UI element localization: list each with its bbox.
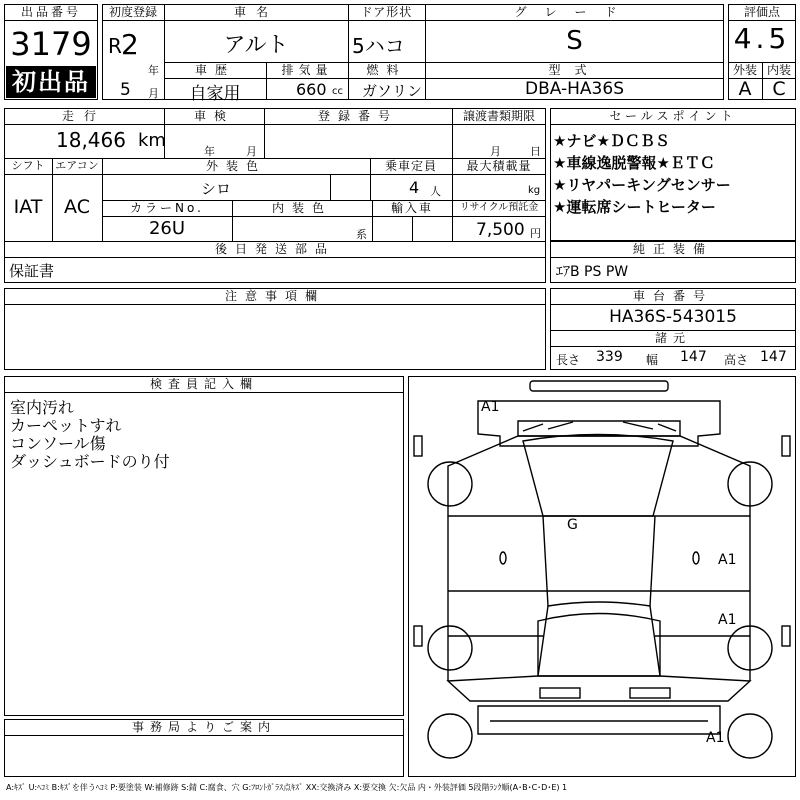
width-value: 147 [680, 349, 707, 365]
transfer-header: 譲渡書類期限 [462, 109, 535, 123]
registration-year-unit: 年 [148, 64, 159, 77]
sales-point-2: ★車線逸脱警報★ＥＴＣ [553, 154, 715, 172]
sales-point-3: ★リヤパーキングセンサー [553, 176, 731, 194]
fuel-value: ガソリン [362, 82, 423, 100]
recycle-value: 7,500 [476, 220, 525, 240]
diagram-mark-right-front: A1 [718, 552, 737, 568]
shift-header: シフト [11, 159, 45, 172]
history-header: 車歴 [194, 63, 235, 77]
inspection-header: 車検 [193, 109, 234, 123]
interior-rating-header: 内装 [766, 63, 791, 77]
model-header: 型式 [548, 63, 601, 77]
color-no-header: カラーNo. [130, 201, 204, 215]
registration-month: 5 [120, 80, 131, 100]
model-value: DBA-HA36S [525, 79, 624, 99]
rating-header: 評価点 [743, 5, 780, 19]
height-label: 高さ [724, 353, 749, 367]
notes-header: 注意事項欄 [224, 289, 325, 303]
interior-color-unit: 系 [356, 228, 367, 241]
exterior-color-value: シロ [200, 180, 231, 198]
grade-header: グレード [514, 5, 635, 19]
recycle-unit: 円 [530, 227, 541, 240]
seats-header: 乗車定員 [384, 159, 437, 173]
recycle-header: リサイクル預託金 [459, 202, 539, 213]
diagram-mark-roof: G [567, 517, 578, 533]
load-header: 最大積載量 [466, 159, 532, 173]
inspector-note-1: 室内汚れ [10, 398, 75, 417]
transfer-day-unit: 日 [530, 145, 541, 158]
legend-text: A:ｷｽﾞ U:ﾍｺﾐ B:ｷｽﾞを伴うﾍｺﾐ P:要塗装 W:補修跡 S:錆 C:腐食、穴 G:ﾌﾛﾝﾄｶﾞﾗｽ点ｷｽﾞ XX:交換済み X:要交換 欠:欠品 内・外装評価 5段階ﾗﾝｸ順(A･B･C･D･E) 1 [6, 783, 568, 792]
lot-header: 出品番号 [20, 5, 81, 19]
registration-year: 2 [121, 28, 139, 61]
genuine-header: 純正装備 [632, 242, 713, 256]
seats-value: 4 [409, 178, 420, 197]
exterior-rating: A [738, 78, 752, 100]
genuine-value: ｴｱB PS PW [556, 264, 629, 280]
mileage-header: 走行 [61, 109, 106, 123]
height-value: 147 [760, 349, 787, 365]
displacement-value: 660 [296, 80, 327, 99]
chassis-header: 車台番号 [632, 289, 713, 303]
import-header: 輸入車 [390, 201, 433, 215]
inspector-note-3: コンソール傷 [10, 434, 106, 453]
chassis-number: HA36S-543015 [609, 307, 737, 327]
sales-point-4: ★運転席シートヒーター [553, 198, 716, 216]
mileage-unit: km [138, 130, 166, 151]
aircon-header: エアコン [55, 159, 99, 172]
inspection-year-unit: 年 [204, 145, 215, 158]
car-outline [408, 376, 796, 777]
mileage-value: 18,466 [56, 128, 126, 152]
displacement-header: 排気量 [281, 63, 333, 77]
later-parts-header: 後日発送部品 [214, 242, 335, 256]
doors-value: 5ハコ [352, 34, 405, 58]
inspector-note-2: カーペットすれ [10, 416, 122, 435]
registration-month-unit: 月 [148, 87, 159, 100]
history-value: 自家用 [189, 84, 241, 104]
registration-era: R [108, 34, 122, 58]
exterior-rating-header: 外装 [732, 63, 757, 77]
reg-number-header: 登録番号 [317, 109, 398, 123]
diagram-mark-front: A1 [481, 399, 500, 415]
length-value: 339 [596, 349, 623, 365]
fuel-header: 燃料 [366, 63, 407, 77]
interior-rating: C [772, 78, 786, 100]
rating-score: 4.5 [733, 22, 791, 55]
load-unit: kg [528, 185, 541, 196]
diagram-mark-right-rear: A1 [718, 612, 737, 628]
aircon-value: AC [64, 196, 90, 218]
registration-header: 初度登録 [108, 5, 157, 19]
first-listing-label: 初出品 [12, 68, 90, 96]
doors-header: ドア形状 [360, 5, 413, 19]
width-label: 幅 [646, 353, 659, 367]
office-header: 事務局よりご案内 [131, 720, 276, 734]
exterior-color-header: 外装色 [205, 159, 266, 173]
grade-value: S [566, 26, 583, 56]
lot-number: 3179 [10, 25, 92, 63]
dimensions-header: 諸元 [654, 331, 691, 345]
car-name-header: 車名 [233, 5, 278, 19]
inspector-header: 検査員記入欄 [149, 377, 258, 391]
car-name: アルト [223, 33, 289, 58]
seats-unit: 人 [430, 185, 441, 198]
transfer-month-unit: 月 [490, 145, 501, 158]
shift-value: IAT [13, 196, 43, 218]
diagram-mark-rear: A1 [706, 730, 725, 746]
inspector-note-4: ダッシュボードのり付 [10, 452, 170, 471]
sales-points-header: セールスポイント [609, 109, 737, 123]
inspection-month-unit: 月 [246, 145, 257, 158]
length-label: 長さ [556, 353, 581, 367]
sales-point-1: ★ナビ★ＤＣＢＳ [553, 132, 670, 150]
displacement-unit: cc [332, 86, 343, 97]
later-parts-value: 保証書 [9, 262, 55, 280]
interior-color-header: 内装色 [271, 201, 332, 215]
color-no-value: 26U [148, 218, 186, 239]
